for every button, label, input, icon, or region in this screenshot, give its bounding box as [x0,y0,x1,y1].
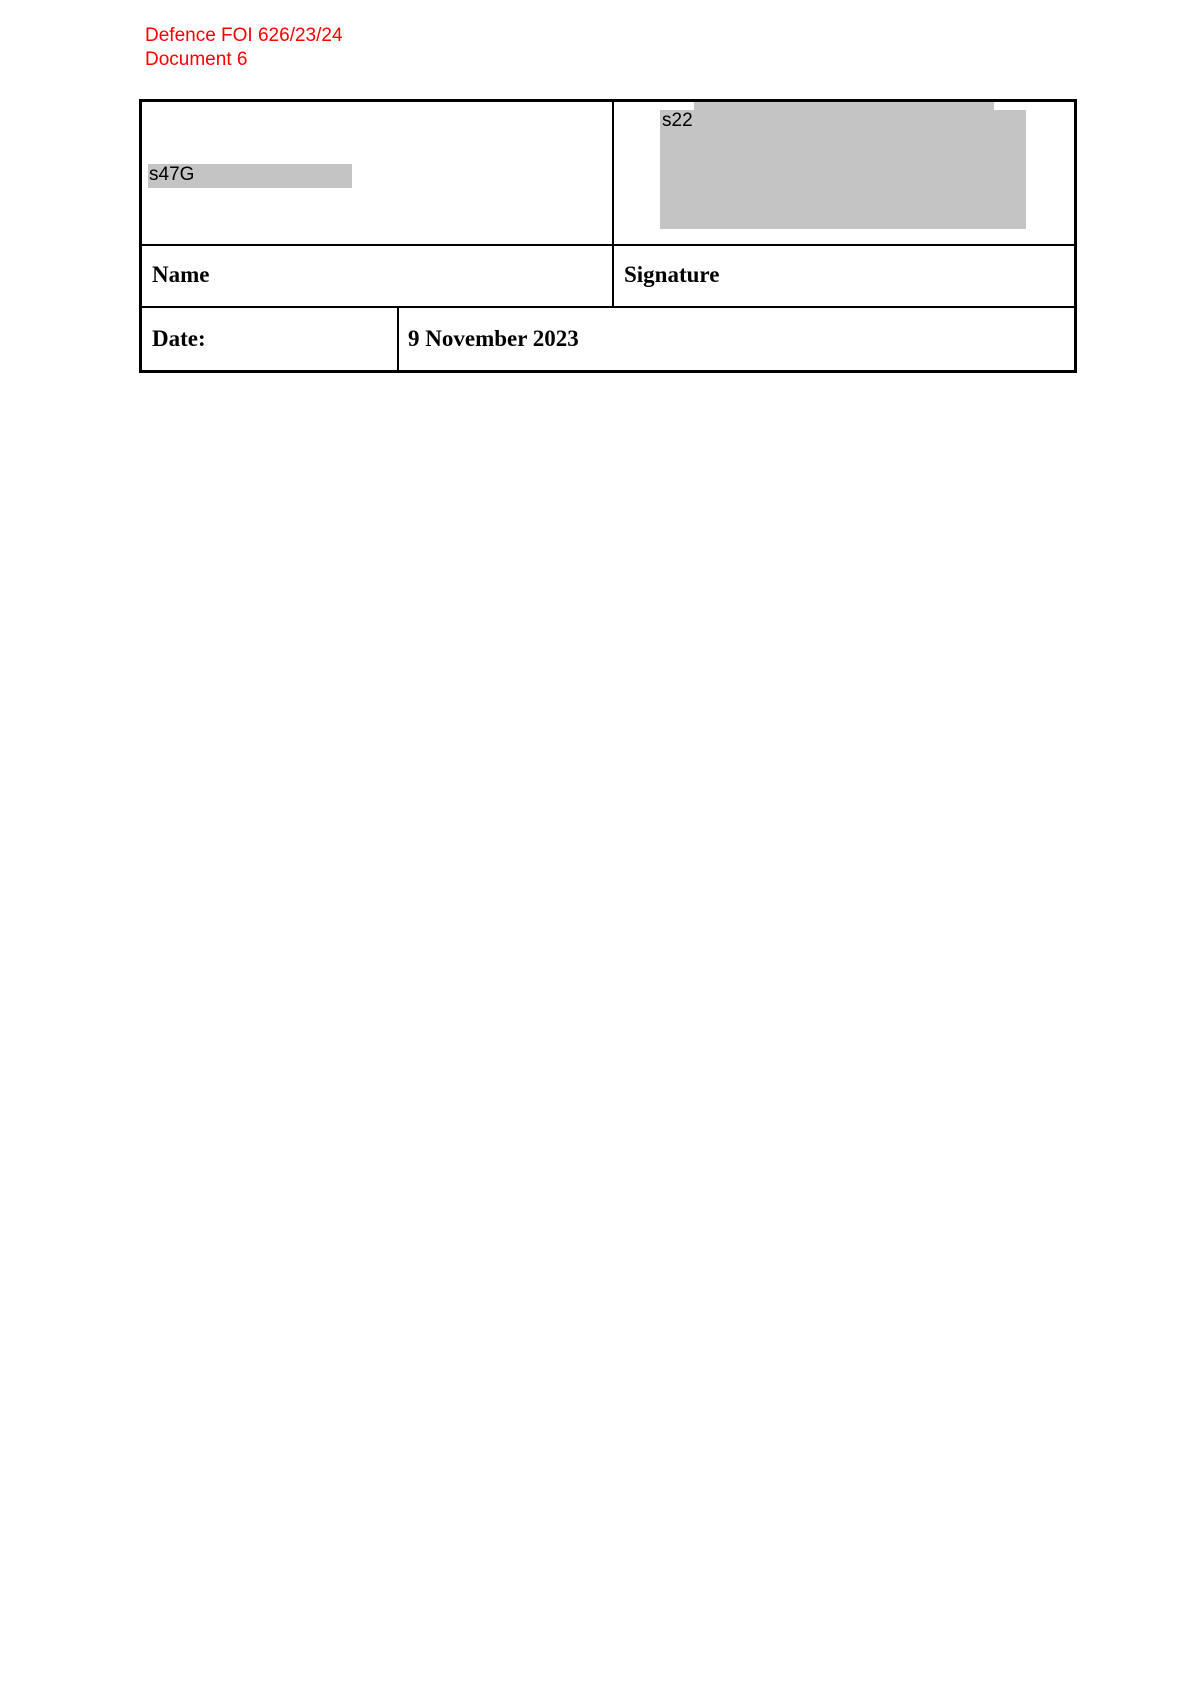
column-divider-date [397,308,399,370]
date-label: Date: [152,326,206,351]
row-divider-2 [142,306,1074,308]
redaction-box-right-top [694,102,994,112]
signature-table [139,99,1077,373]
redacted-cell-right [614,102,1074,244]
exemption-code-left: s47G [149,164,195,185]
redacted-cell-left [142,102,612,244]
name-label: Name [152,262,210,287]
redaction-box-right [660,110,1026,229]
signature-label: Signature [624,262,720,287]
date-value: 9 November 2023 [408,326,579,351]
document-number: Document 6 [145,49,248,70]
row-divider-1 [142,244,1074,246]
foi-stamp [145,24,343,72]
foi-reference: Defence FOI 626/23/24 [145,25,343,46]
exemption-code-right: s22 [662,110,693,131]
